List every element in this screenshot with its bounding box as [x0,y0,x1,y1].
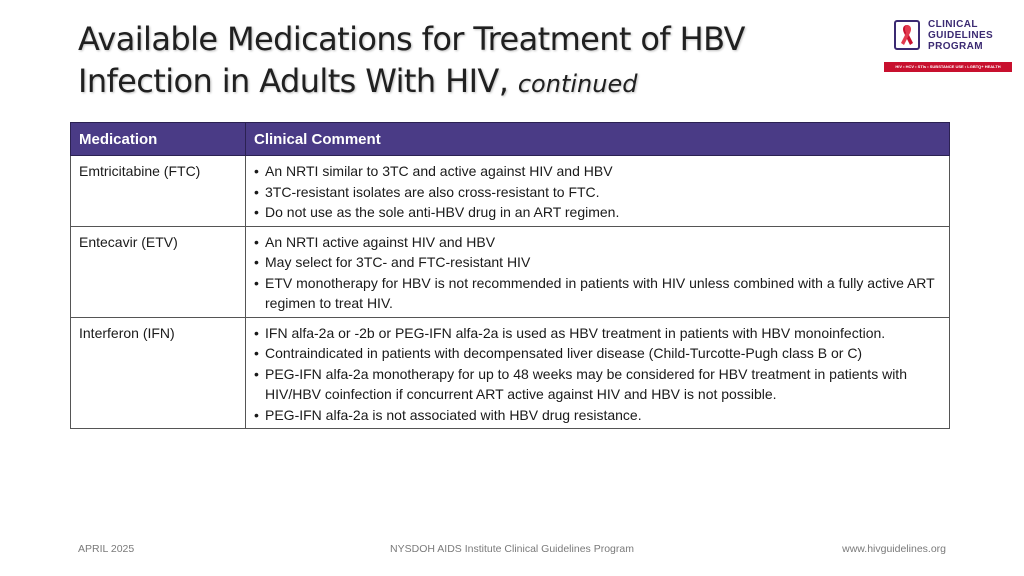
comment-cell [246,226,950,317]
footer-date: APRIL 2025 [78,543,135,555]
table-row [71,226,950,317]
logo-wordmark [928,19,993,52]
list-item: • Contraindicated in patients with decompensated liver disease (Child-Turcotte-Pugh class B or C) [254,343,941,364]
column-header-medication: Medication [71,123,246,156]
list-item: • ETV monotherapy for HBV is not recommended in patients with HIV unless combined with a fully active ART regimen to treat HIV. [254,273,941,314]
list-item: • IFN alfa-2a or -2b or PEG-IFN alfa-2a is used as HBV treatment in patients with HBV monoinfection. [254,323,941,344]
list-item: • May select for 3TC- and FTC-resistant HIV [254,252,941,273]
comment-list [254,232,941,314]
title-suffix: continued [517,70,638,98]
table-row [71,156,950,227]
medications-table [70,122,950,429]
list-item: • 3TC-resistant isolates are also cross-resistant to FTC. [254,182,941,203]
list-item: • Do not use as the sole anti-HBV drug in an ART regimen. [254,202,941,223]
footer-program: NYSDOH AIDS Institute Clinical Guidelines Program [390,543,634,555]
slide-title [78,18,858,105]
list-item: • PEG-IFN alfa-2a is not associated with HBV drug resistance. [254,405,941,426]
list-item: • An NRTI similar to 3TC and active against HIV and HBV [254,161,941,182]
medication-cell: Entecavir (ETV) [71,226,246,317]
logo-line-2: GUIDELINES [928,30,994,41]
comment-cell [246,156,950,227]
medication-cell: Interferon (IFN) [71,317,246,429]
logo-topics-strip: HIV • HCV • STIs • SUBSTANCE USE • LGBTQ+ HEALTH [884,62,1012,72]
logo-line-3: PROGRAM [928,41,984,52]
list-item: • An NRTI active against HIV and HBV [254,232,941,253]
title-main: Available Medications for Treatment of HBV Infection in Adults With HIV, [78,20,745,100]
footer-url: www.hivguidelines.org [842,543,946,555]
comment-list [254,323,941,426]
medication-cell: Emtricitabine (FTC) [71,156,246,227]
list-item: • PEG-IFN alfa-2a monotherapy for up to 48 weeks may be considered for HBV treatment in patients with HIV/HBV coinfection if concurrent ART active against HIV and HBV is not possible. [254,364,941,405]
column-header-clinical-comment: Clinical Comment [246,123,950,156]
comment-cell [246,317,950,429]
comment-list [254,161,941,223]
logo-line-1: CLINICAL [928,19,978,30]
program-logo [884,16,1012,78]
table-header-row [71,123,950,156]
awareness-ribbon-icon [894,20,920,50]
table-row [71,317,950,429]
